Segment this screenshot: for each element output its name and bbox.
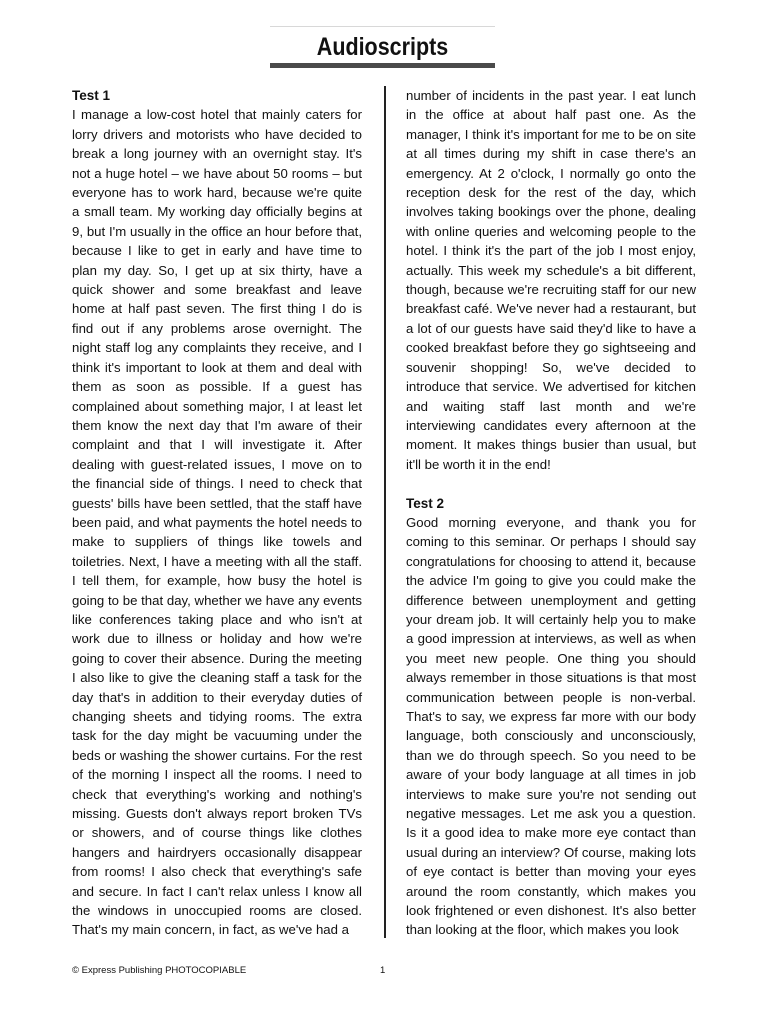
page-number: 1 bbox=[380, 965, 386, 976]
right-column bbox=[406, 86, 696, 940]
test-1-body-text: I manage a low-cost hotel that mainly caters for lorry drivers and motorists who have decided to break a long journey with an overnight stay. It's not a huge hotel – we have about 50 rooms – but everyone has to work hard, because we're quite a small team. My working day officially begins at 9, but I'm usually in the office an hour before that, because I like to get in early and have time to plan my day. So, I get up at six thirty, have a quick shower and some breakfast and leave home at half past seven. The first thing I do is find out if any problems arose overnight. The night staff log any complaints they receive, and I think it's important to look at them and deal with them as soon as possible. If a guest has complained about something major, I at least let them know the next day that I'm aware of their complaint and that I will investigate it. After dealing with guest-related issues, I move on to the financial side of things. I need to check that guests' bills have been settled, that the staff have been paid, and what payments the hotel needs to make to suppliers of things like towels and toiletries. Next, I have a meeting with all the staff. I tell them, for example, how busy the hotel is going to be that day, whether we have any events like conferences taking place and who isn't at work due to illness or holiday and how we're going to cover their absence. During the meeting I also like to give the cleaning staff a task for the day that's in addition to their everyday duties of changing sheets and tidying rooms. The extra task for the day might be vacuuming under the beds or washing the shower curtains. For the rest of the morning I inspect all the rooms. I need to check that everything's working and nothing's missing. Guests don't always report broken TVs or showers, and of course things like clothes hangers and hairdryers occasionally disappear from rooms! I also check that everything's safe and secure. In fact I can't relax unless I know all the windows in unoccupied rooms are closed. That's my main concern, in fact, as we've had a bbox=[72, 107, 362, 938]
test-1-heading: Test 1 bbox=[72, 88, 111, 103]
column-divider bbox=[384, 86, 386, 938]
section-spacer bbox=[406, 474, 696, 493]
test-2-body-text: Good morning everyone, and thank you for coming to this seminar. Or perhaps I should say congratulations for choosing to attend it, because the advice I'm going to give you could make the difference between unemployment and getting your dream job. It will certainly help you to make a good impression at interviews, as well as when you meet new people. One thing you should always remember in those situations is that most communication between people is non-verbal. That's to say, we express far more with our body language, both consciously and unconsciously, than we do through speech. So you need to be aware of your body language at all times in job interviews to make sure you're not sending out negative messages. Let me ask you a question. Is it a good idea to make more eye contact than usual during an interview? Of course, making lots of eye contact is better than moving your eyes around the room constantly, which makes you look frightened or even dishonest. It's also better than looking at the floor, which makes you look bbox=[406, 514, 696, 938]
page-header bbox=[270, 26, 495, 68]
title-underline-bar bbox=[270, 63, 495, 68]
copyright-footer: © Express Publishing PHOTOCOPIABLE bbox=[72, 965, 247, 976]
left-column bbox=[72, 86, 362, 940]
test-2-heading: Test 2 bbox=[406, 495, 445, 511]
page-title: Audioscripts bbox=[316, 33, 449, 61]
test-1-continued-text: number of incidents in the past year. I eat lunch in the office at about half past one. As the manager, I think it's important for me to be on site at all times during my shift in case there's an emergency. At 2 o'clock, I normally go onto the reception desk for the rest of the day, which involves taking bookings over the phone, dealing with online queries and welcoming people to the hotel. I think it's the part of the job I most enjoy, actually. This week my schedule's a bit different, though, because we're recruiting staff for our new breakfast café. We've never had a restaurant, but a lot of our guests have said they'd like to have a cooked breakfast before they go sightseeing and souvenir shopping! So, we've decided to introduce that service. We advertised for kitchen and waiting staff last month and we're interviewing candidates every afternoon at the moment. It makes things busier than usual, but it'll be worth it in the end! bbox=[406, 88, 696, 472]
